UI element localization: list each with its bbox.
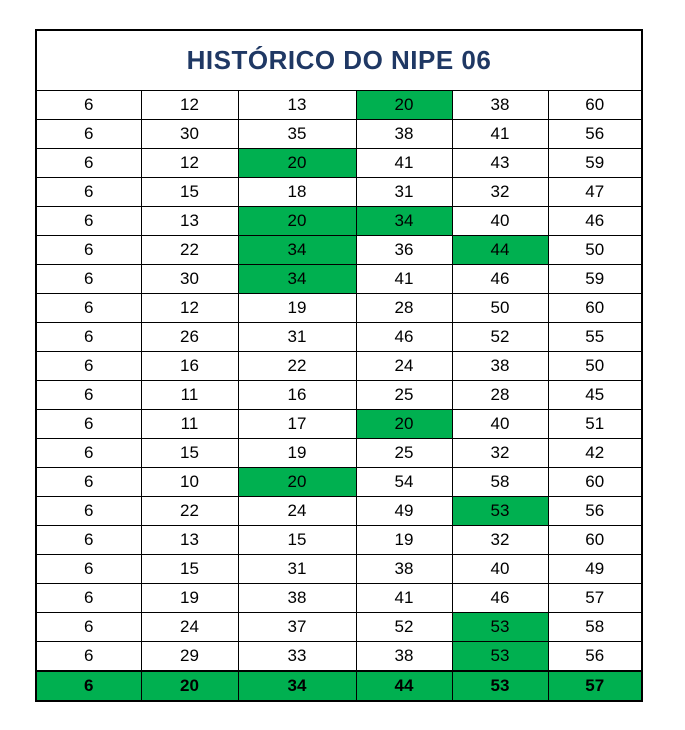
table-row [37,381,641,410]
table-cell: 38 [452,91,548,120]
table-cell: 40 [452,207,548,236]
table-row [37,642,641,672]
table-row [37,555,641,584]
history-table [37,91,641,700]
table-cell: 6 [37,468,141,497]
summary-cell: 53 [452,671,548,700]
table-row [37,120,641,149]
table-cell: 25 [356,439,452,468]
summary-row [37,671,641,700]
table-cell: 43 [452,149,548,178]
table-cell: 24 [238,497,356,526]
table-cell: 41 [452,120,548,149]
table-cell: 6 [37,555,141,584]
table-cell: 37 [238,613,356,642]
table-cell: 6 [37,642,141,672]
table-cell: 24 [141,613,238,642]
table-cell: 56 [548,497,641,526]
table-cell: 11 [141,410,238,439]
summary-cell: 57 [548,671,641,700]
table-cell: 38 [356,642,452,672]
table-cell: 49 [548,555,641,584]
table-cell: 58 [452,468,548,497]
table-cell: 22 [141,236,238,265]
table-cell: 34 [238,236,356,265]
table-cell: 20 [356,410,452,439]
table-row [37,236,641,265]
table-cell: 59 [548,149,641,178]
table-cell: 6 [37,526,141,555]
table-cell: 38 [356,555,452,584]
sheet-title: HISTÓRICO DO NIPE 06 [37,31,641,91]
table-cell: 26 [141,323,238,352]
table-row [37,265,641,294]
table-cell: 53 [452,613,548,642]
table-cell: 51 [548,410,641,439]
table-cell: 56 [548,120,641,149]
table-cell: 30 [141,265,238,294]
table-cell: 32 [452,526,548,555]
table-cell: 46 [548,207,641,236]
table-cell: 40 [452,555,548,584]
table-cell: 53 [452,497,548,526]
table-row [37,149,641,178]
table-cell: 32 [452,439,548,468]
table-cell: 46 [452,584,548,613]
table-cell: 44 [452,236,548,265]
table-cell: 58 [548,613,641,642]
table-cell: 6 [37,352,141,381]
table-cell: 60 [548,468,641,497]
table-cell: 50 [548,352,641,381]
table-cell: 60 [548,526,641,555]
table-cell: 38 [452,352,548,381]
table-cell: 29 [141,642,238,672]
table-cell: 28 [452,381,548,410]
table-cell: 6 [37,381,141,410]
table-cell: 34 [356,207,452,236]
table-row [37,584,641,613]
table-cell: 57 [548,584,641,613]
table-cell: 12 [141,294,238,323]
table-cell: 35 [238,120,356,149]
table-row [37,468,641,497]
table-cell: 31 [238,555,356,584]
table-cell: 41 [356,584,452,613]
table-row [37,410,641,439]
table-cell: 53 [452,642,548,672]
table-row [37,526,641,555]
table-cell: 31 [356,178,452,207]
table-cell: 12 [141,149,238,178]
table-row [37,207,641,236]
table-cell: 19 [238,294,356,323]
table-cell: 45 [548,381,641,410]
table-cell: 19 [356,526,452,555]
table-cell: 20 [356,91,452,120]
table-cell: 47 [548,178,641,207]
table-cell: 36 [356,236,452,265]
table-cell: 42 [548,439,641,468]
table-row [37,294,641,323]
table-cell: 31 [238,323,356,352]
table-cell: 17 [238,410,356,439]
history-table-body [37,91,641,700]
table-cell: 6 [37,91,141,120]
table-cell: 19 [141,584,238,613]
table-cell: 19 [238,439,356,468]
table-cell: 6 [37,265,141,294]
table-cell: 52 [356,613,452,642]
table-cell: 6 [37,439,141,468]
summary-cell: 6 [37,671,141,700]
table-cell: 25 [356,381,452,410]
summary-cell: 44 [356,671,452,700]
table-cell: 32 [452,178,548,207]
table-cell: 40 [452,410,548,439]
table-row [37,439,641,468]
table-cell: 20 [238,468,356,497]
table-row [37,178,641,207]
table-cell: 20 [238,207,356,236]
table-cell: 16 [238,381,356,410]
summary-cell: 34 [238,671,356,700]
table-cell: 50 [548,236,641,265]
table-cell: 10 [141,468,238,497]
table-cell: 15 [141,555,238,584]
table-cell: 6 [37,497,141,526]
table-cell: 11 [141,381,238,410]
table-row [37,91,641,120]
table-cell: 15 [141,439,238,468]
table-cell: 54 [356,468,452,497]
table-cell: 12 [141,91,238,120]
table-cell: 22 [141,497,238,526]
table-cell: 28 [356,294,452,323]
table-cell: 60 [548,91,641,120]
table-cell: 20 [238,149,356,178]
table-cell: 46 [356,323,452,352]
table-cell: 6 [37,207,141,236]
table-cell: 6 [37,584,141,613]
table-cell: 13 [141,526,238,555]
table-cell: 41 [356,265,452,294]
table-cell: 6 [37,236,141,265]
table-cell: 15 [141,178,238,207]
table-row [37,613,641,642]
table-cell: 38 [356,120,452,149]
table-cell: 24 [356,352,452,381]
table-cell: 34 [238,265,356,294]
table-cell: 6 [37,120,141,149]
table-cell: 49 [356,497,452,526]
table-cell: 55 [548,323,641,352]
table-cell: 6 [37,410,141,439]
table-cell: 18 [238,178,356,207]
table-cell: 15 [238,526,356,555]
table-cell: 13 [238,91,356,120]
table-row [37,323,641,352]
table-cell: 59 [548,265,641,294]
summary-cell: 20 [141,671,238,700]
table-cell: 6 [37,149,141,178]
table-cell: 38 [238,584,356,613]
table-cell: 6 [37,613,141,642]
table-cell: 41 [356,149,452,178]
table-cell: 30 [141,120,238,149]
table-cell: 33 [238,642,356,672]
table-cell: 6 [37,294,141,323]
table-row [37,497,641,526]
table-cell: 52 [452,323,548,352]
table-cell: 6 [37,323,141,352]
table-row [37,352,641,381]
table-cell: 6 [37,178,141,207]
history-sheet [35,29,643,702]
table-cell: 16 [141,352,238,381]
table-cell: 22 [238,352,356,381]
table-cell: 56 [548,642,641,672]
table-cell: 50 [452,294,548,323]
table-cell: 60 [548,294,641,323]
table-cell: 13 [141,207,238,236]
table-cell: 46 [452,265,548,294]
